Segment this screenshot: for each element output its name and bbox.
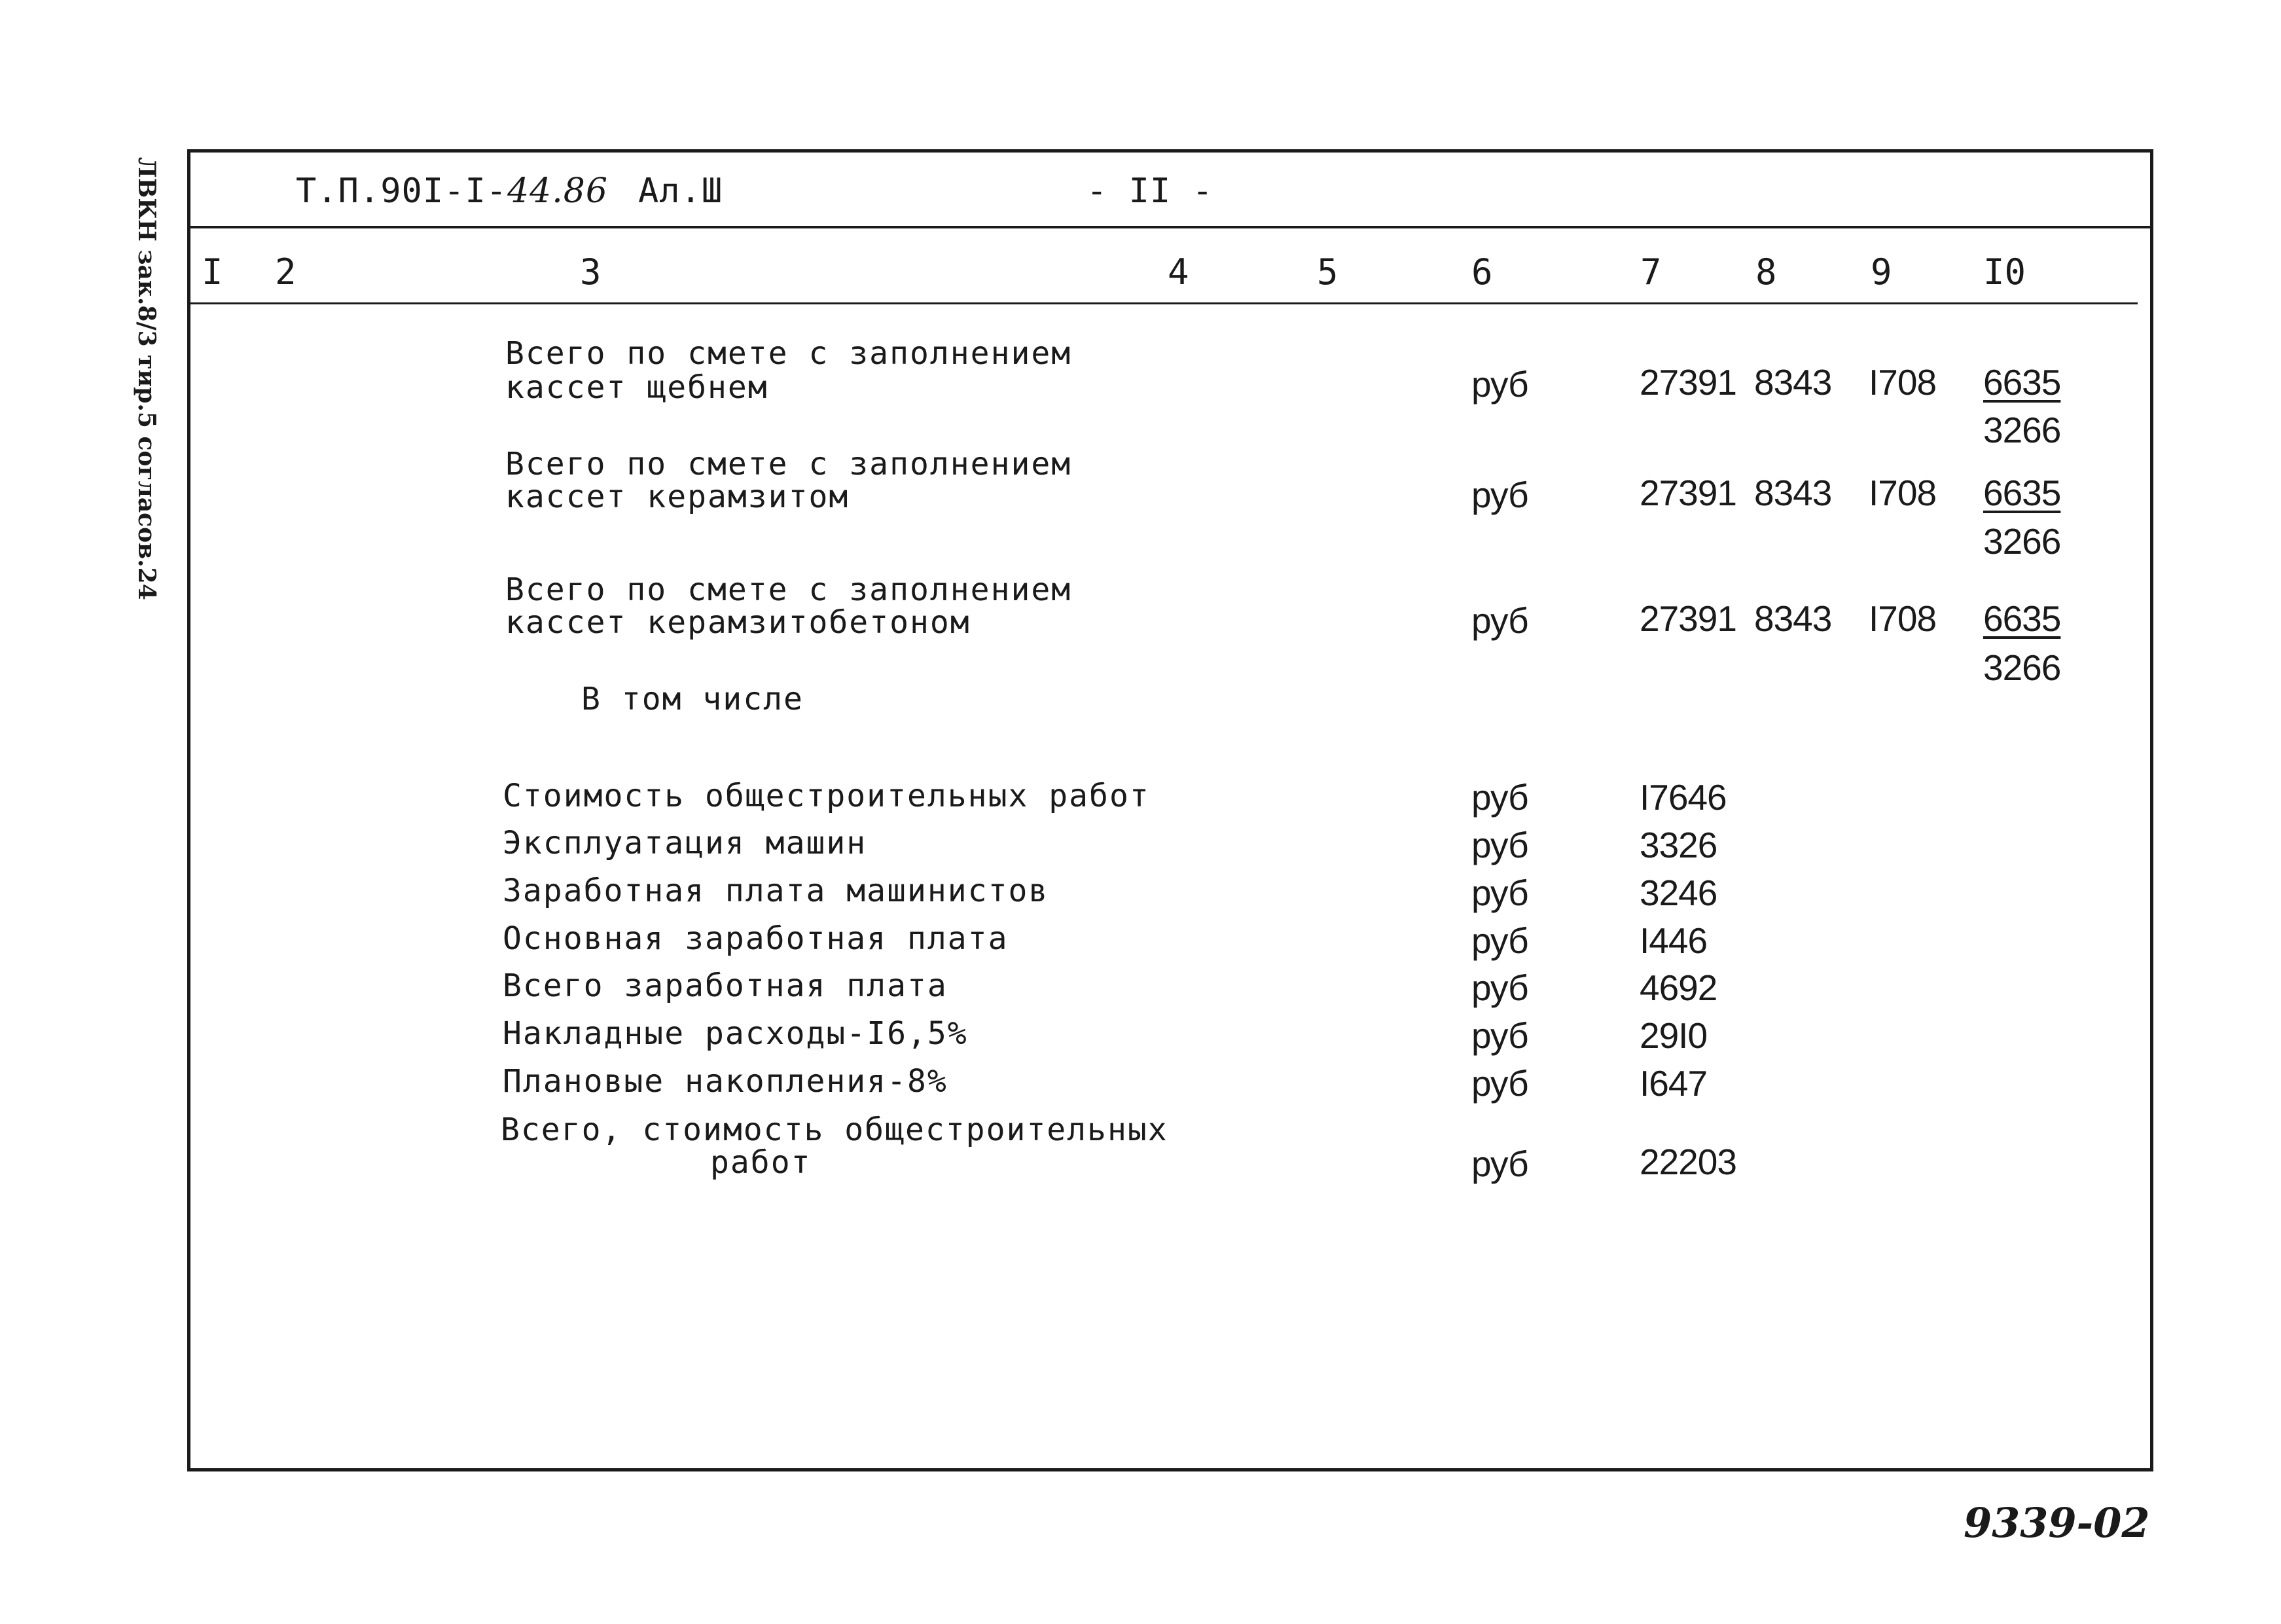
final-total-line2: работ bbox=[710, 1144, 812, 1181]
col-number-9: 9 bbox=[1871, 251, 1892, 293]
breakdown-unit: руб bbox=[1471, 825, 1528, 865]
breakdown-label: Заработная плата машинистов bbox=[503, 873, 1049, 909]
total-row-unit: руб bbox=[1471, 364, 1528, 405]
album-label: Ал.Ш bbox=[638, 171, 723, 211]
final-total-line1: Всего, стоимость общестроительных bbox=[501, 1111, 1168, 1148]
breakdown-value: 4692 bbox=[1640, 967, 1717, 1008]
total-row-col9: I708 bbox=[1869, 362, 1937, 403]
column-number-divider bbox=[187, 302, 2138, 304]
breakdown-value: I7646 bbox=[1640, 777, 1727, 818]
page-number: - II - bbox=[1087, 171, 1213, 211]
total-row-line2: кассет керамзитом bbox=[505, 478, 850, 515]
breakdown-value: I647 bbox=[1640, 1063, 1708, 1104]
col-number-5: 5 bbox=[1317, 251, 1338, 293]
breakdown-label: Накладные расходы-I6,5% bbox=[503, 1015, 968, 1052]
side-stamp bbox=[131, 157, 170, 600]
total-row-col7: 27391 bbox=[1640, 473, 1736, 513]
col-number-4: 4 bbox=[1168, 251, 1189, 293]
total-row-col8: 8343 bbox=[1754, 362, 1832, 403]
document-frame bbox=[187, 149, 2153, 1471]
col-number-10: I0 bbox=[1983, 251, 2026, 293]
breakdown-label: Всего заработная плата bbox=[503, 967, 948, 1004]
col-number-7: 7 bbox=[1640, 251, 1662, 293]
total-row-line2: кассет керамзитобетоном bbox=[505, 604, 971, 641]
total-row-col10-top: 6635 bbox=[1983, 473, 2061, 513]
breakdown-label: Эксплуатация машин bbox=[503, 825, 867, 861]
total-row-col9: I708 bbox=[1869, 473, 1937, 513]
total-row-line1: Всего по смете с заполнением bbox=[505, 335, 1072, 372]
doc-code: Т.П.90I-I-44.86 bbox=[296, 171, 608, 211]
breakdown-label: Плановые накопления-8% bbox=[503, 1063, 948, 1100]
final-total-unit: руб bbox=[1471, 1144, 1528, 1184]
total-row-col10-top: 6635 bbox=[1983, 362, 2061, 403]
final-total-value: 22203 bbox=[1640, 1142, 1736, 1182]
total-row-line1: Всего по смете с заполнением bbox=[505, 571, 1072, 608]
total-row-col7: 27391 bbox=[1640, 362, 1736, 403]
col-number-6: 6 bbox=[1471, 251, 1493, 293]
side-stamp-text: ЛВКН зак.8/3 тир.5 согласов.24 bbox=[133, 157, 160, 600]
col-number-3: 3 bbox=[580, 251, 602, 293]
title-divider bbox=[187, 226, 2153, 228]
doc-code-handwritten: 44.86 bbox=[507, 171, 608, 211]
total-row-col8: 8343 bbox=[1754, 598, 1832, 639]
breakdown-value: 3326 bbox=[1640, 825, 1717, 865]
total-row-col10-bottom: 3266 bbox=[1983, 410, 2061, 450]
col-number-1: I bbox=[202, 251, 223, 293]
total-row-unit: руб bbox=[1471, 600, 1528, 641]
total-row-line2: кассет щебнем bbox=[505, 369, 768, 406]
including-label: В том числе bbox=[581, 681, 804, 717]
col-number-8: 8 bbox=[1755, 251, 1777, 293]
breakdown-unit: руб bbox=[1471, 1015, 1528, 1056]
total-row-unit: руб bbox=[1471, 475, 1528, 515]
breakdown-value: 3246 bbox=[1640, 873, 1717, 913]
breakdown-label: Основная заработная плата bbox=[503, 920, 1009, 957]
total-row-col8: 8343 bbox=[1754, 473, 1832, 513]
total-row-col10-top: 6635 bbox=[1983, 598, 2061, 639]
breakdown-label: Стоимость общестроительных работ bbox=[503, 778, 1150, 814]
total-row-line1: Всего по смете с заполнением bbox=[505, 446, 1072, 482]
total-row-col9: I708 bbox=[1869, 598, 1937, 639]
breakdown-unit: руб bbox=[1471, 967, 1528, 1008]
breakdown-value: I446 bbox=[1640, 920, 1708, 961]
total-row-col10-bottom: 3266 bbox=[1983, 647, 2061, 688]
breakdown-unit: руб bbox=[1471, 920, 1528, 961]
breakdown-unit: руб bbox=[1471, 1063, 1528, 1104]
col-number-2: 2 bbox=[275, 251, 296, 293]
breakdown-unit: руб bbox=[1471, 777, 1528, 818]
document-number: 9339-02 bbox=[1964, 1499, 2150, 1547]
breakdown-value: 29I0 bbox=[1640, 1015, 1708, 1056]
total-row-col7: 27391 bbox=[1640, 598, 1736, 639]
total-row-col10-bottom: 3266 bbox=[1983, 521, 2061, 562]
breakdown-unit: руб bbox=[1471, 873, 1528, 913]
